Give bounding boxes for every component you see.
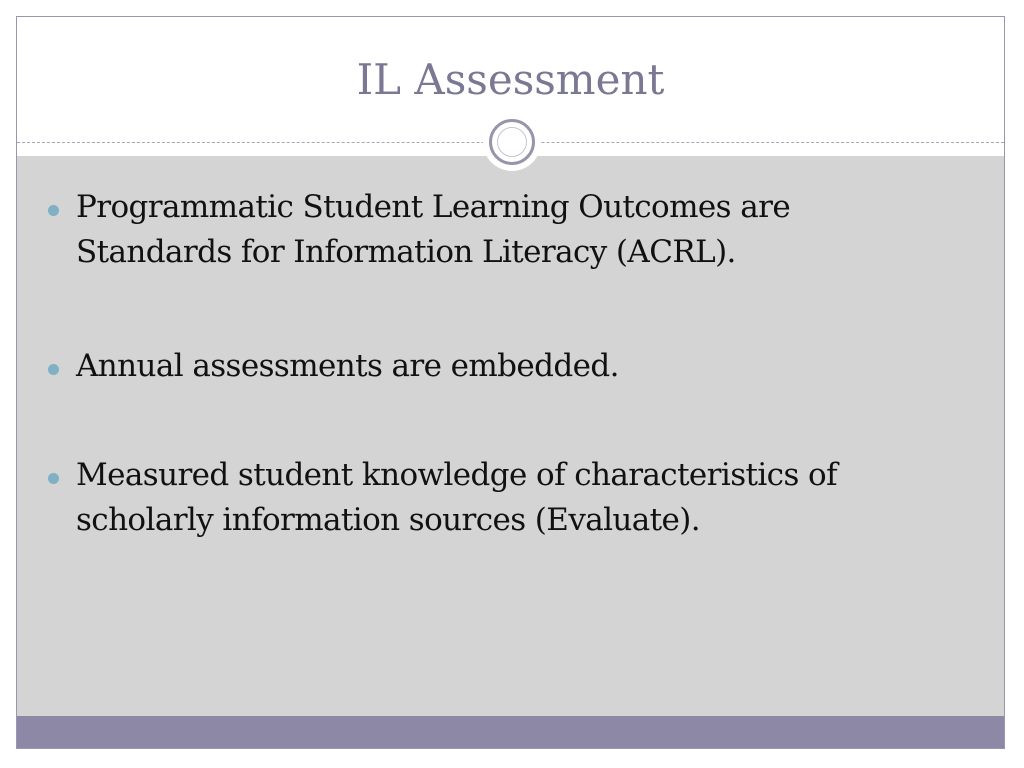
bullet-item (48, 453, 928, 543)
slide-title: IL Assessment (356, 55, 665, 104)
bullet-dot-icon (48, 364, 59, 375)
circle-ornament-icon (483, 113, 541, 171)
bullet-item (48, 344, 928, 389)
bullet-dot-icon (48, 473, 59, 484)
bullet-text: Programmatic Student Learning Outcomes are Standards for Information Literacy (ACRL). (76, 189, 791, 270)
slide-frame (16, 16, 1005, 749)
bullet-text: Measured student knowledge of characteristics of scholarly information sources (Evaluate). (76, 457, 837, 538)
bullet-text: Annual assessments are embedded. (76, 348, 619, 384)
content-area (17, 156, 1004, 716)
bullet-item (48, 185, 928, 275)
bullet-dot-icon (48, 205, 59, 216)
footer-bar (17, 716, 1004, 749)
ornament-inner-ring (497, 127, 527, 157)
ornament-ring (489, 119, 535, 165)
